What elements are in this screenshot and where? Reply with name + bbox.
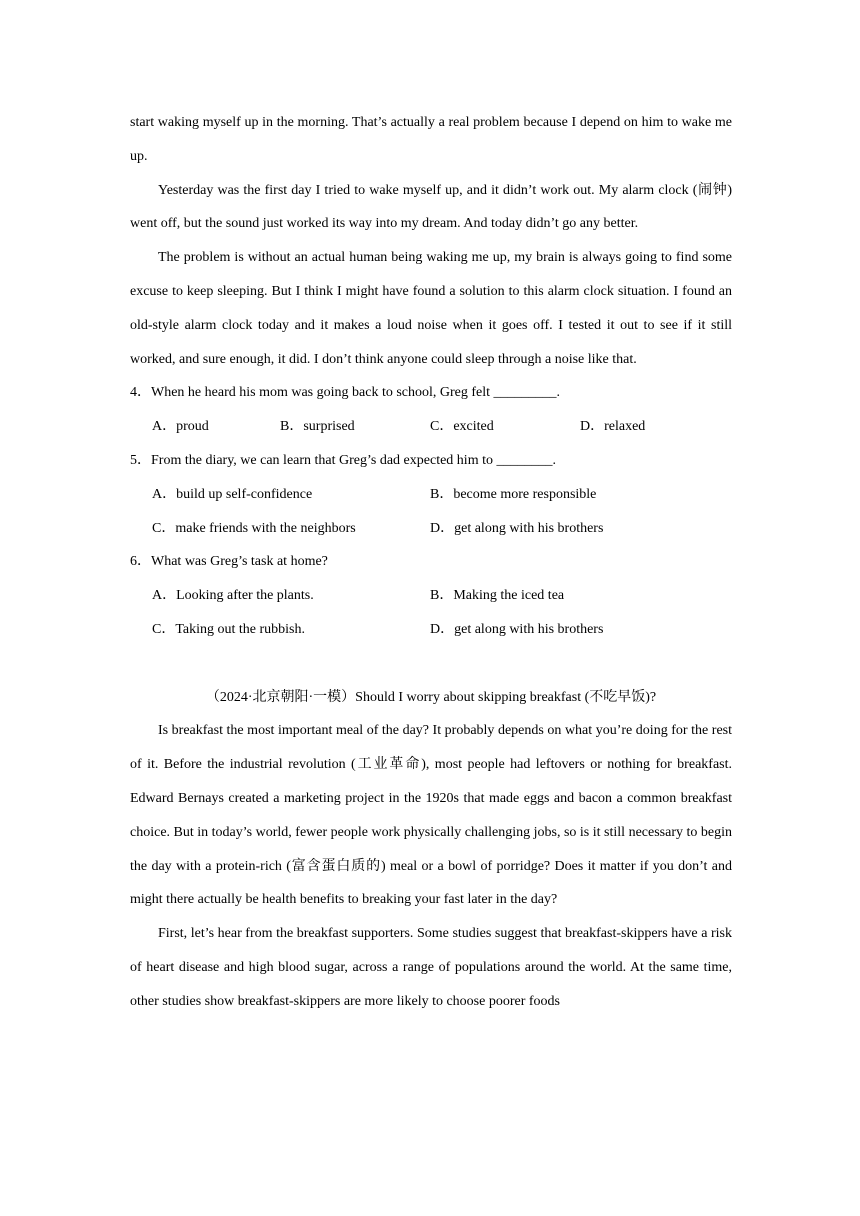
options-grid	[130, 579, 732, 647]
option-a: A．build up self-confidence	[152, 486, 313, 502]
question-6	[130, 545, 732, 646]
passage-paragraph: The problem is without an actual human being waking me up, my brain is always going to find some excuse to keep sleeping. But I think I might have found a solution to this alarm clock situation. I found an old-style alarm clock today and it makes a loud noise when it goes off. I tested it out to see if it still worked, and sure enough, it did. I don’t think anyone could sleep through a noise like that.	[130, 250, 732, 367]
question-5	[130, 444, 732, 545]
option-d: D．get along with his brothers	[430, 520, 604, 536]
question-stem: 6．What was Greg’s task at home?	[130, 554, 328, 570]
passage-paragraph: Yesterday was the first day I tried to wake myself up, and it didn’t work out. My alarm clock (闹钟) went off, but the sound just worked its way into my dream. And today didn’t go any better.	[130, 182, 732, 232]
option-d: D．get along with his brothers	[430, 621, 604, 637]
option-b: B．become more responsible	[430, 486, 597, 502]
option-d: D．relaxed	[580, 419, 646, 435]
option-c: C．make friends with the neighbors	[152, 520, 356, 536]
option-b: B．surprised	[280, 419, 355, 435]
document-page	[130, 106, 732, 1019]
passage-paragraph: start waking myself up in the morning. That’s actually a real problem because I depend on him to wake me up.	[130, 115, 732, 164]
article-paragraph: First, let’s hear from the breakfast supporters. Some studies suggest that breakfast-skippers have a risk of heart disease and high blood sugar, across a range of populations around the world. At the same time, other studies show breakfast-skippers are more likely to choose poorer foods	[130, 926, 732, 1009]
question-4	[130, 376, 732, 444]
section-title: （2024·北京朝阳·一模）Should I worry about skipping breakfast (不吃早饭)?	[205, 689, 657, 705]
section-spacer	[130, 647, 732, 681]
option-c: C．Taking out the rubbish.	[152, 621, 306, 637]
option-c: C．excited	[430, 419, 494, 435]
question-stem: 5．From the diary, we can learn that Greg’s dad expected him to ________.	[130, 452, 556, 468]
question-stem: 4．When he heard his mom was going back to school, Greg felt _________.	[130, 385, 561, 401]
option-a: A．Looking after the plants.	[152, 588, 314, 604]
article-paragraph: Is breakfast the most important meal of the day? It probably depends on what you’re doing for the rest of it. Before the industrial revolution (工业革命), most people had leftovers or nothing for breakfast. Edward Bernays created a marketing project in the 1920s that made eggs and bacon a common breakfast choice. But in today’s world, fewer people work physically challenging jobs, so is it still necessary to begin the day with a protein-rich (富含蛋白质的) meal or a bowl of porridge? Does it matter if you don’t and might there actually be health benefits to breaking your fast later in the day?	[130, 723, 732, 908]
options-grid	[130, 478, 732, 546]
option-a: A．proud	[152, 419, 209, 435]
option-b: B．Making the iced tea	[430, 588, 565, 604]
options-row	[130, 410, 732, 444]
